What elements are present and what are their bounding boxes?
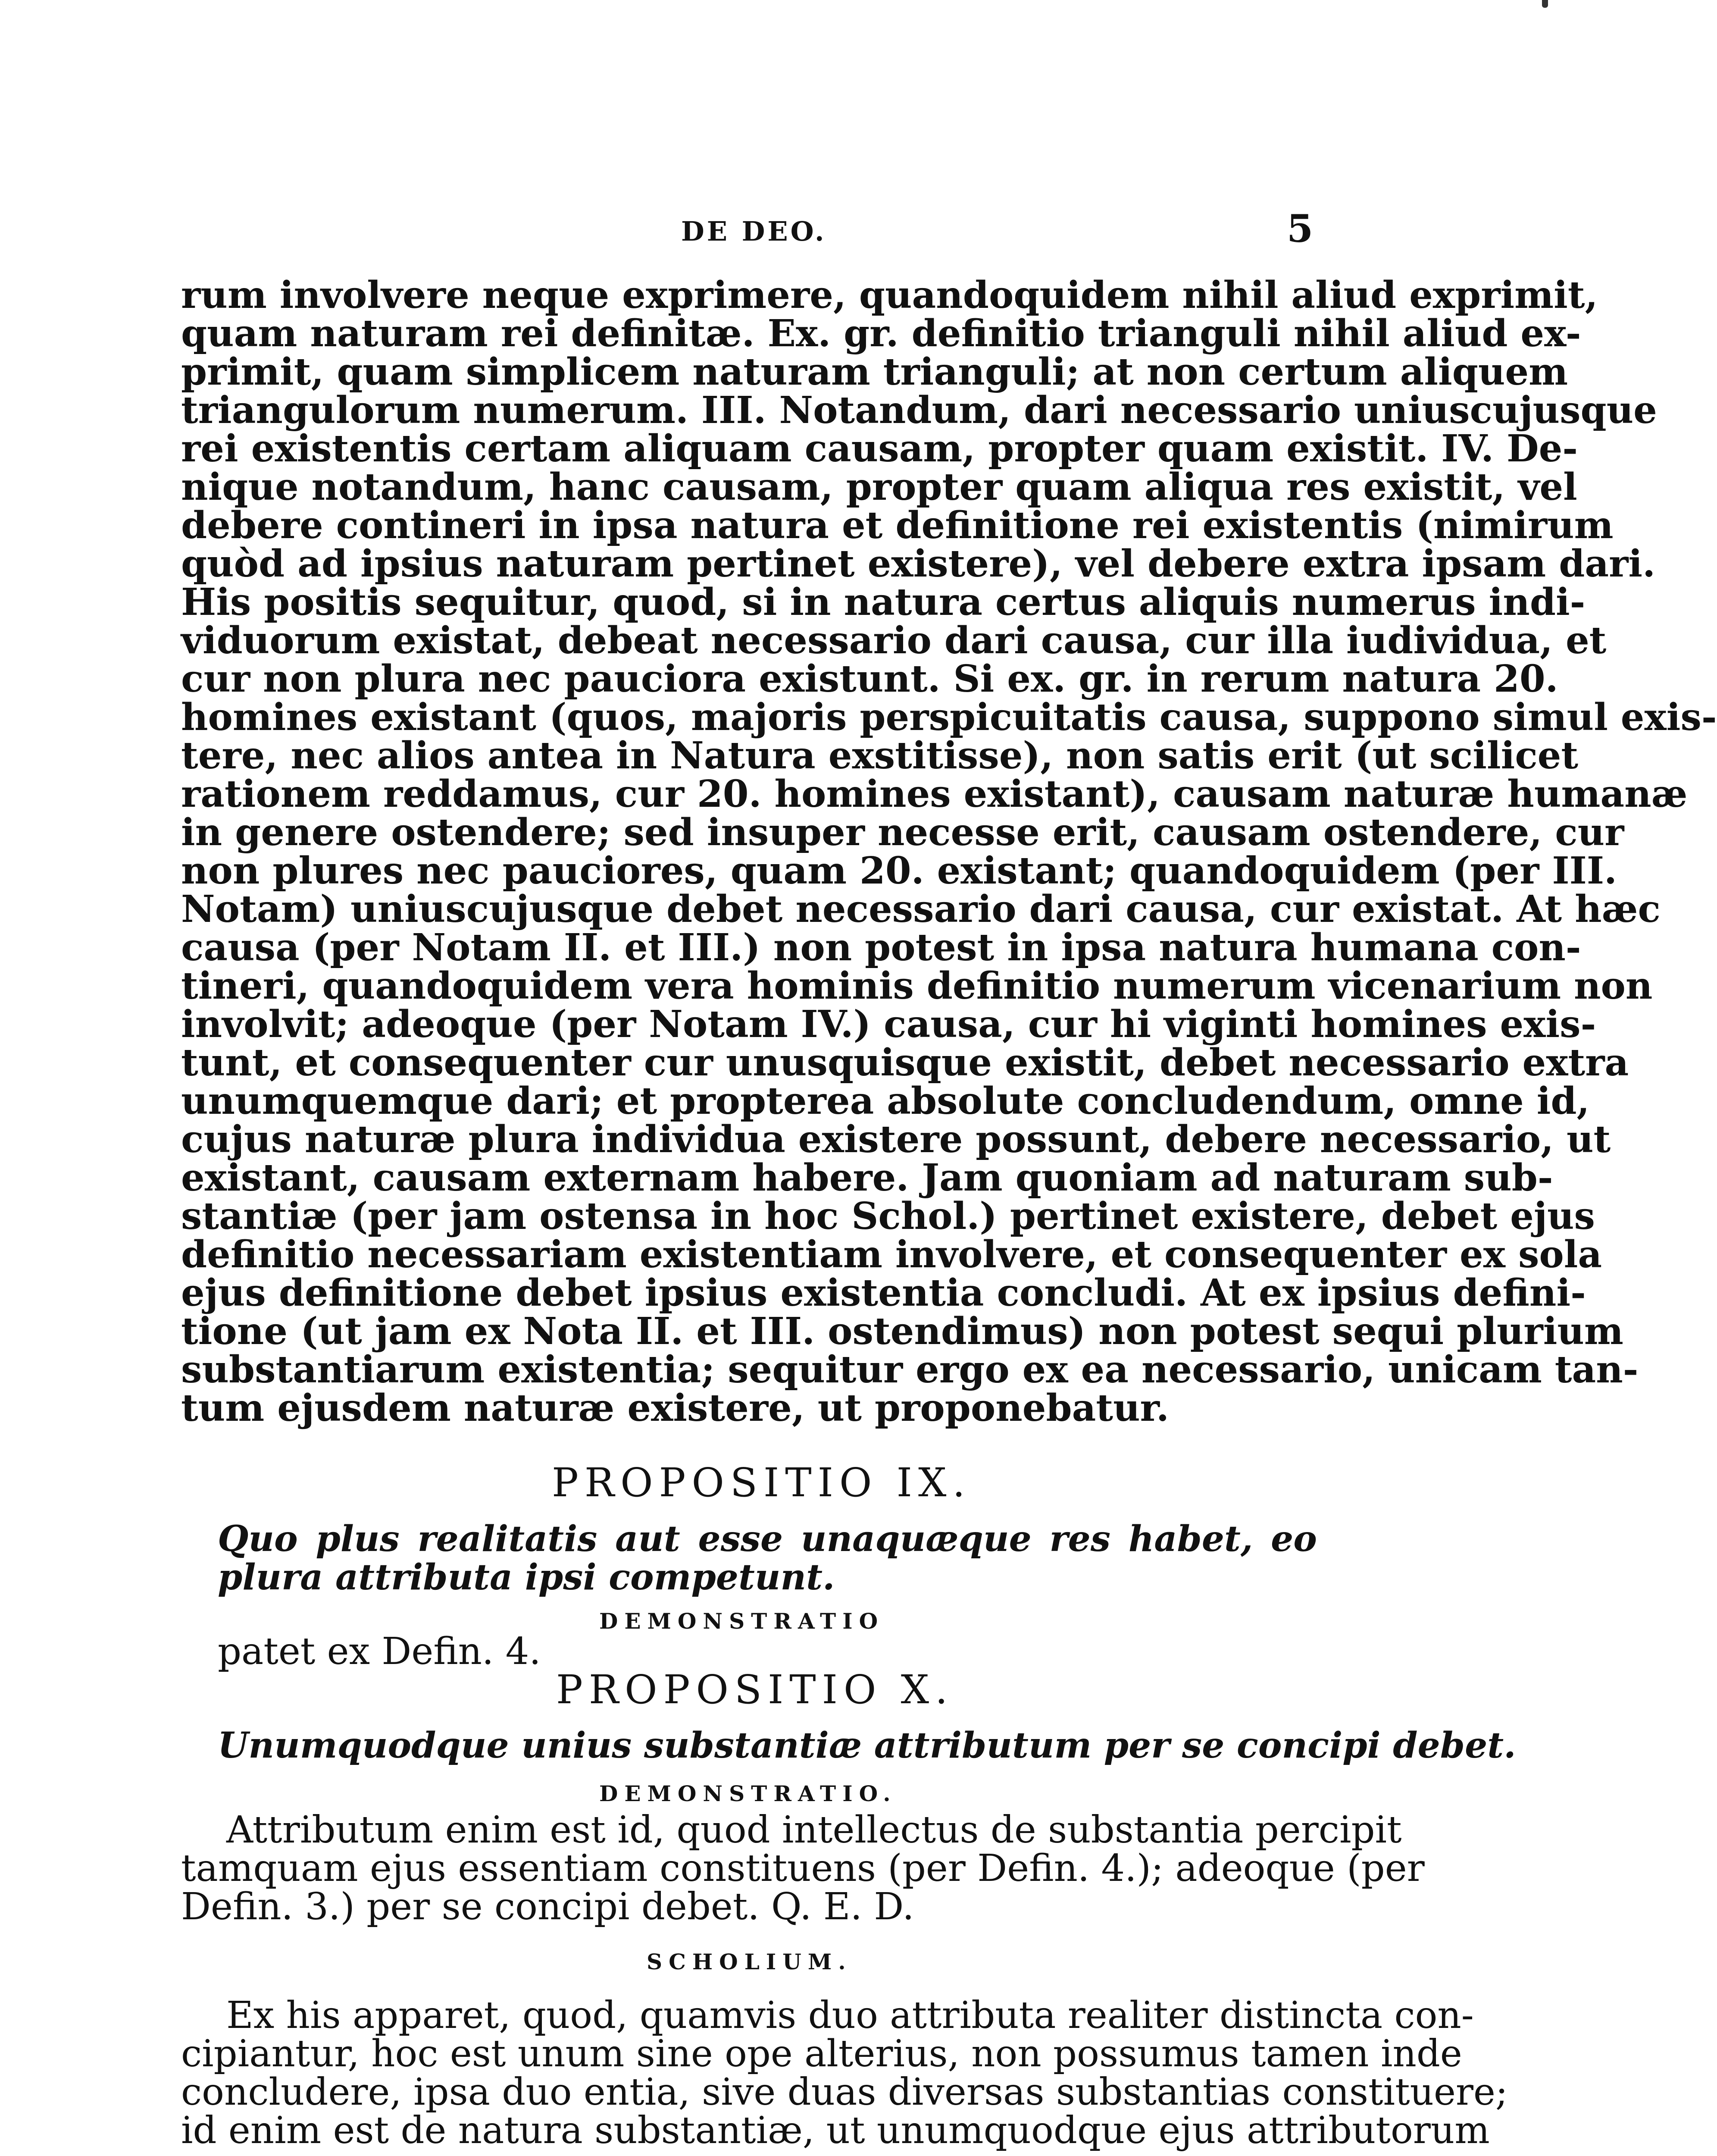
text-line: tineri, quandoquidem vera hominis definitio numerum vicenarium non bbox=[181, 964, 1653, 1008]
text-line: Defin. 3.) per se concipi debet. Q. E. D. bbox=[181, 1885, 914, 1928]
proposition-9-title: PROPOSITIO IX. bbox=[552, 1460, 971, 1506]
text-line: unumquemque dari; et propterea absolute concludendum, omne id, bbox=[181, 1079, 1590, 1123]
text-line: ejus definitione debet ipsius existentia concludi. At ex ipsius defini- bbox=[181, 1271, 1586, 1315]
text-line: quam naturam rei definitæ. Ex. gr. definitio trianguli nihil aliud ex- bbox=[181, 312, 1581, 355]
text-line: Ex his apparet, quod, quamvis duo attributa realiter distincta con- bbox=[226, 1994, 1474, 2037]
scholium-paragraph bbox=[181, 1994, 1508, 2152]
text-line: causa (per Notam II. et III.) non potest in ipsa natura humana con- bbox=[181, 926, 1581, 969]
demonstratio-text: patet ex Defin. 4. bbox=[218, 1630, 541, 1673]
text-line: nique notandum, hanc causam, propter quam aliqua res existit, vel bbox=[181, 465, 1577, 509]
text-line: cujus naturæ plura individua existere possunt, debere necessario, ut bbox=[181, 1118, 1611, 1161]
text-line: definitio necessariam existentiam involvere, et consequenter ex sola bbox=[181, 1233, 1602, 1276]
scholium-label: SCHOLIUM. bbox=[647, 1949, 852, 1974]
running-title: DE DEO. bbox=[681, 216, 827, 247]
text-line: id enim est de natura substantiæ, ut unumquodque ejus attributorum bbox=[181, 2109, 1490, 2152]
text-line: rum involvere neque exprimere, quandoquidem nihil aliud exprimit, bbox=[181, 273, 1598, 317]
text-line: cur non plura nec pauciora existunt. Si ex. gr. in rerum natura 20. bbox=[181, 657, 1558, 701]
text-line: homines existant (quos, majoris perspicuitatis causa, suppono simul exis- bbox=[181, 696, 1717, 739]
corner-mark bbox=[1542, 0, 1548, 8]
proposition-10-statement: Unumquodque unius substantiæ attributum per se concipi debet. bbox=[218, 1725, 1516, 1766]
proposition-10-title: PROPOSITIO X. bbox=[556, 1667, 954, 1713]
text-line: Notam) uniuscujusque debet necessario dari causa, cur existat. At hæc bbox=[181, 887, 1661, 931]
text-line: cipiantur, hoc est unum sine ope alterius, non possumus tamen inde bbox=[181, 2032, 1462, 2075]
text-line: Attributum enim est id, quod intellectus de substantia percipit bbox=[226, 1808, 1402, 1852]
text-line: in genere ostendere; sed insuper necesse erit, causam ostendere, cur bbox=[181, 811, 1624, 854]
text-line: concludere, ipsa duo entia, sive duas diversas substantias constituere; bbox=[181, 2071, 1508, 2114]
proposition-9-statement: Quo plus realitatis aut esse unaquæque res habet, eo plura attributa ipsi competunt. bbox=[218, 1518, 1317, 1598]
text-line: involvit; adeoque (per Notam IV.) causa, cur hi viginti homines exis- bbox=[181, 1003, 1596, 1046]
text-line: tione (ut jam ex Nota II. et III. ostendimus) non potest sequi plurium bbox=[181, 1310, 1623, 1353]
text-line: tunt, et consequenter cur unusquisque existit, debet necessario extra bbox=[181, 1041, 1629, 1084]
text-line: stantiæ (per jam ostensa in hoc Schol.) pertinet existere, debet ejus bbox=[181, 1194, 1595, 1238]
demonstratio-label: DEMONSTRATIO. bbox=[599, 1781, 897, 1806]
text-line: existant, causam externam habere. Jam quoniam ad naturam sub- bbox=[181, 1156, 1553, 1200]
text-line: non plures nec pauciores, quam 20. existant; quandoquidem (per III. bbox=[181, 849, 1617, 893]
text-line: primit, quam simplicem naturam trianguli; at non certum aliquem bbox=[181, 350, 1568, 394]
text-line: debere contineri in ipsa natura et definitione rei existentis (nimirum bbox=[181, 504, 1614, 547]
text-line: substantiarum existentia; sequitur ergo ex ea necessario, unicam tan- bbox=[181, 1348, 1639, 1391]
text-line: His positis sequitur, quod, si in natura certus aliquis numerus indi- bbox=[181, 580, 1586, 624]
paragraph-main bbox=[181, 273, 1717, 1430]
demonstratio-label: DEMONSTRATIO bbox=[599, 1608, 885, 1634]
text-line: tamquam ejus essentiam constituens (per Defin. 4.); adeoque (per bbox=[181, 1847, 1425, 1890]
text-line: rei existentis certam aliquam causam, propter quam existit. IV. De- bbox=[181, 427, 1578, 470]
text-line: quòd ad ipsius naturam pertinet existere), vel debere extra ipsam dari. bbox=[181, 542, 1656, 586]
text-line: viduorum existat, debeat necessario dari causa, cur illa iudividua, et bbox=[181, 619, 1607, 662]
text-line: rationem reddamus, cur 20. homines existant), causam naturæ humanæ bbox=[181, 772, 1688, 816]
text-line: tum ejusdem naturæ existere, ut proponebatur. bbox=[181, 1386, 1169, 1430]
text-line: tere, nec alios antea in Natura exstitisse), non satis erit (ut scilicet bbox=[181, 734, 1579, 777]
demonstratio-paragraph bbox=[181, 1808, 1425, 1928]
text-line: triangulorum numerum. III. Notandum, dari necessario uniuscujusque bbox=[181, 389, 1657, 432]
page-number: 5 bbox=[1287, 206, 1314, 251]
